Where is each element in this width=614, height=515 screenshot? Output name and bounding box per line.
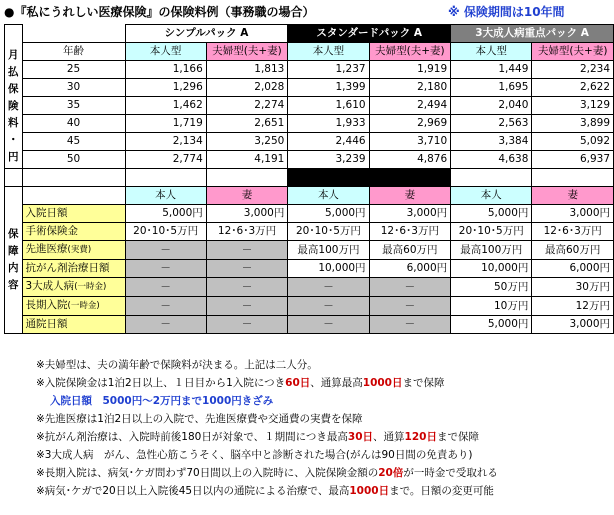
age-header: 年齢 [22, 43, 125, 61]
plan-3major-header: 3大成人病重点パック A [451, 25, 614, 43]
benefit-side-label: 保 障 内 容 [5, 187, 23, 334]
note-line: ※病気･ケガで20日以上入院後45日以内の通院による治療で、最高1000日まで。日額の変更可能 [36, 485, 494, 497]
head-self: 本人 [125, 187, 206, 205]
premium-row: 30 1,296 2,028 1,399 2,180 1,695 2,622 [5, 79, 614, 97]
type-couple-header: 夫婦型(夫+妻) [206, 43, 288, 61]
section-separator [5, 169, 614, 187]
premium-row: 50 2,774 4,191 3,239 4,876 4,638 6,937 [5, 151, 614, 169]
type-single-header: 本人型 [125, 43, 206, 61]
benefit-header-row [5, 187, 614, 205]
head-self: 本人 [451, 187, 532, 205]
benefit-row: 抗がん剤治療日額 － － 10,000円 6,000円 10,000円 6,000円 [5, 260, 614, 278]
benefit-row: 入院日額 5,000円 3,000円 5,000円 3,000円 5,000円 3,000円 [5, 205, 614, 223]
note-line: ※入院保険金は1泊2日以上、１日目から1入院につき60日、通算最高1000日まで保障 [36, 377, 445, 389]
insurance-period-note: ※ 保険期間は10年間 [448, 5, 565, 19]
benefit-row: 通院日額 － － － － 5,000円 3,000円 [5, 316, 614, 334]
plan-header-row [5, 25, 614, 43]
premium-row: 40 1,719 2,651 1,933 2,969 2,563 3,899 [5, 115, 614, 133]
premium-row: 25 1,166 1,813 1,237 1,919 1,449 2,234 [5, 61, 614, 79]
plan-simple-header: シンプルパック A [125, 25, 288, 43]
note-line: ※長期入院は、病気･ケガ問わず70日間以上の入院時に、入院保険金額の20倍が一時金で受取れる [36, 467, 498, 479]
note-line: ※3大成人病 がん、急性心筋こうそく、脳卒中と診断された場合(がんは90日間の免責あり) [36, 449, 473, 461]
note-line: 入院日額 5000円～2万円まで1000円きざみ [50, 395, 274, 407]
head-wife: 妻 [532, 187, 614, 205]
type-couple-header: 夫婦型(夫+妻) [369, 43, 451, 61]
note-line: ※先進医療は1泊2日以上の入院で、先進医療費や交通費の実費を保障 [36, 413, 363, 425]
premium-table [4, 24, 614, 334]
page-title: ●『私にうれしい医療保険』の保険料例（事務職の場合） [4, 5, 315, 19]
note-line: ※抗がん剤治療は、入院時前後180日が対象で、１期間につき最高30日、通算120日まで保障 [36, 431, 479, 443]
benefit-row: 先進医療(実費) － － 最高100万円 最高60万円 最高100万円 最高60万円 [5, 241, 614, 260]
benefit-row: 手術保険金 20･10･5万円 12･6･3万円 20･10･5万円 12･6･3万円 20･10･5万円 12･6･3万円 [5, 223, 614, 241]
type-couple-header: 夫婦型(夫+妻) [532, 43, 614, 61]
premium-side-label: 月 払 保 険 料 ・ 円 [5, 25, 23, 169]
benefit-row: 3大成人病(一時金) － － － － 50万円 30万円 [5, 278, 614, 297]
type-single-header: 本人型 [288, 43, 369, 61]
plan-standard-header: スタンダードパック A [288, 25, 451, 43]
premium-row: 35 1,462 2,274 1,610 2,494 2,040 3,129 [5, 97, 614, 115]
type-header-row [5, 43, 614, 61]
note-line: ※夫婦型は、夫の満年齢で保険料が決まる。上記は二人分。 [36, 359, 318, 371]
head-wife: 妻 [369, 187, 451, 205]
notes [36, 356, 498, 500]
head-self: 本人 [288, 187, 369, 205]
benefit-row: 長期入院(一時金) － － － － 10万円 12万円 [5, 297, 614, 316]
premium-row: 45 2,134 3,250 2,446 3,710 3,384 5,092 [5, 133, 614, 151]
type-single-header: 本人型 [451, 43, 532, 61]
head-wife: 妻 [206, 187, 288, 205]
